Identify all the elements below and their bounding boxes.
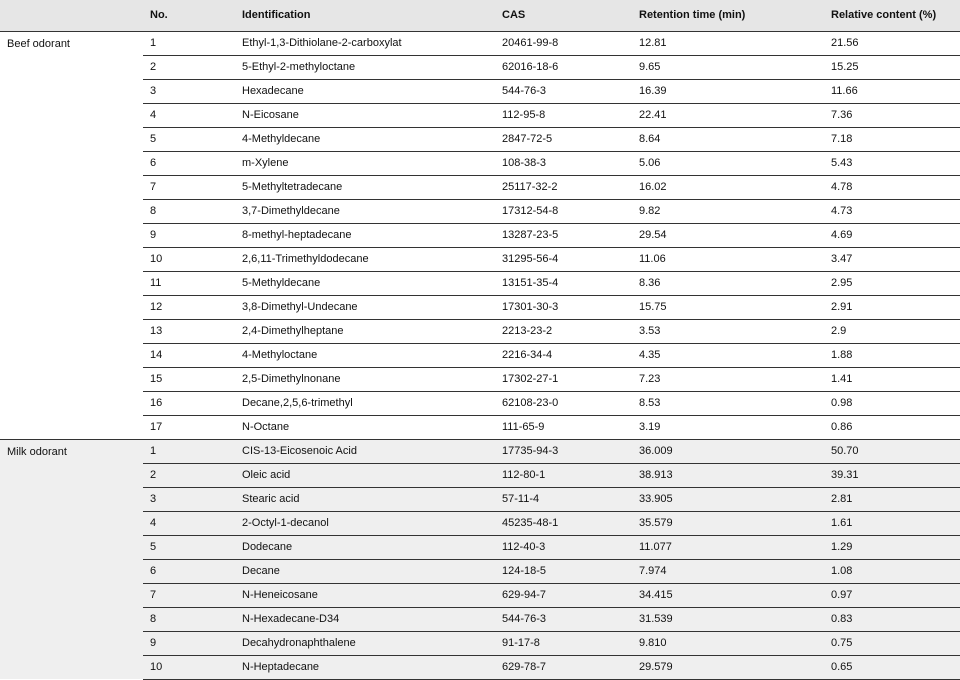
cas-cell: 62016-18-6 (495, 55, 632, 79)
table-row (0, 31, 960, 55)
retention-time-cell: 22.41 (632, 103, 824, 127)
relative-content-cell: 7.36 (824, 103, 960, 127)
cas-cell: 17302-27-1 (495, 367, 632, 391)
row-number: 6 (143, 151, 235, 175)
table-row (0, 391, 960, 415)
retention-time-column-header: Retention time (min) (632, 0, 824, 31)
no-column-header: No. (143, 0, 235, 31)
row-number: 7 (143, 175, 235, 199)
table-row (0, 583, 960, 607)
table-row (0, 535, 960, 559)
identification-cell: 2,5-Dimethylnonane (235, 367, 495, 391)
relative-content-column-header: Relative content (%) (824, 0, 960, 31)
relative-content-cell: 1.88 (824, 343, 960, 367)
cas-cell: 112-80-1 (495, 463, 632, 487)
relative-content-cell: 2.95 (824, 271, 960, 295)
identification-cell: Stearic acid (235, 487, 495, 511)
relative-content-cell: 7.18 (824, 127, 960, 151)
relative-content-cell: 0.98 (824, 391, 960, 415)
cas-cell: 629-78-7 (495, 655, 632, 679)
retention-time-cell: 35.579 (632, 511, 824, 535)
table-row (0, 631, 960, 655)
row-number: 5 (143, 535, 235, 559)
identification-cell: 3,7-Dimethyldecane (235, 199, 495, 223)
table-row (0, 127, 960, 151)
relative-content-cell: 1.08 (824, 559, 960, 583)
cas-cell: 112-95-8 (495, 103, 632, 127)
row-number: 5 (143, 127, 235, 151)
relative-content-cell: 0.86 (824, 415, 960, 439)
retention-time-cell: 8.53 (632, 391, 824, 415)
retention-time-cell: 7.974 (632, 559, 824, 583)
cas-cell: 2213-23-2 (495, 319, 632, 343)
cas-cell: 20461-99-8 (495, 31, 632, 55)
retention-time-cell: 9.82 (632, 199, 824, 223)
cas-cell: 2216-34-4 (495, 343, 632, 367)
table-row (0, 223, 960, 247)
relative-content-cell: 39.31 (824, 463, 960, 487)
retention-time-cell: 9.810 (632, 631, 824, 655)
relative-content-cell: 1.29 (824, 535, 960, 559)
table-header (0, 0, 960, 31)
table-row (0, 487, 960, 511)
retention-time-cell: 12.81 (632, 31, 824, 55)
cas-column-header: CAS (495, 0, 632, 31)
group-label: Milk odorant (0, 439, 143, 679)
cas-cell: 62108-23-0 (495, 391, 632, 415)
retention-time-cell: 15.75 (632, 295, 824, 319)
group-label: Beef odorant (7, 37, 70, 50)
cas-cell: 112-40-3 (495, 535, 632, 559)
relative-content-cell: 4.78 (824, 175, 960, 199)
row-number: 16 (143, 391, 235, 415)
row-number: 9 (143, 631, 235, 655)
row-number: 1 (143, 31, 235, 55)
retention-time-cell: 3.53 (632, 319, 824, 343)
cas-cell: 544-76-3 (495, 79, 632, 103)
row-number: 2 (143, 463, 235, 487)
retention-time-cell: 4.35 (632, 343, 824, 367)
row-number: 13 (143, 319, 235, 343)
row-number: 3 (143, 487, 235, 511)
row-number: 4 (143, 103, 235, 127)
cas-cell: 111-65-9 (495, 415, 632, 439)
cas-cell: 91-17-8 (495, 631, 632, 655)
cas-cell: 544-76-3 (495, 607, 632, 631)
table-row (0, 247, 960, 271)
table-row (0, 175, 960, 199)
row-number: 14 (143, 343, 235, 367)
cas-cell: 57-11-4 (495, 487, 632, 511)
relative-content-cell: 1.61 (824, 511, 960, 535)
relative-content-cell: 0.97 (824, 583, 960, 607)
identification-column-header: Identification (235, 0, 495, 31)
group-column-header (0, 0, 143, 31)
identification-cell: 4-Methyldecane (235, 127, 495, 151)
retention-time-cell: 29.54 (632, 223, 824, 247)
identification-cell: m-Xylene (235, 151, 495, 175)
retention-time-cell: 8.64 (632, 127, 824, 151)
table-row (0, 79, 960, 103)
identification-cell: N-Octane (235, 415, 495, 439)
row-number: 11 (143, 271, 235, 295)
row-number: 8 (143, 607, 235, 631)
row-number: 10 (143, 247, 235, 271)
relative-content-cell: 2.9 (824, 319, 960, 343)
table-row (0, 439, 960, 463)
retention-time-cell: 36.009 (632, 439, 824, 463)
identification-cell: Hexadecane (235, 79, 495, 103)
relative-content-cell: 3.47 (824, 247, 960, 271)
identification-cell: 2,4-Dimethylheptane (235, 319, 495, 343)
retention-time-cell: 5.06 (632, 151, 824, 175)
cas-cell: 17301-30-3 (495, 295, 632, 319)
cas-cell: 2847-72-5 (495, 127, 632, 151)
relative-content-cell: 2.91 (824, 295, 960, 319)
table-row (0, 295, 960, 319)
identification-cell: Decahydronaphthalene (235, 631, 495, 655)
cas-cell: 45235-48-1 (495, 511, 632, 535)
identification-cell: Dodecane (235, 535, 495, 559)
identification-cell: N-Heneicosane (235, 583, 495, 607)
row-number: 15 (143, 367, 235, 391)
retention-time-cell: 16.39 (632, 79, 824, 103)
table-row (0, 655, 960, 679)
identification-cell: N-Heptadecane (235, 655, 495, 679)
retention-time-cell: 33.905 (632, 487, 824, 511)
table-row (0, 271, 960, 295)
retention-time-cell: 31.539 (632, 607, 824, 631)
identification-cell: Oleic acid (235, 463, 495, 487)
table-row (0, 511, 960, 535)
identification-cell: 5-Methyltetradecane (235, 175, 495, 199)
retention-time-cell: 9.65 (632, 55, 824, 79)
cas-cell: 13287-23-5 (495, 223, 632, 247)
row-number: 1 (143, 439, 235, 463)
identification-cell: 8-methyl-heptadecane (235, 223, 495, 247)
table-row (0, 55, 960, 79)
identification-cell: 3,8-Dimethyl-Undecane (235, 295, 495, 319)
cas-cell: 108-38-3 (495, 151, 632, 175)
retention-time-cell: 34.415 (632, 583, 824, 607)
table-row (0, 103, 960, 127)
relative-content-cell: 1.41 (824, 367, 960, 391)
cas-cell: 13151-35-4 (495, 271, 632, 295)
retention-time-cell: 11.077 (632, 535, 824, 559)
milk-odorant-group (0, 439, 960, 679)
cas-cell: 17735-94-3 (495, 439, 632, 463)
cas-cell: 17312-54-8 (495, 199, 632, 223)
row-number: 2 (143, 55, 235, 79)
table-row (0, 559, 960, 583)
table-row (0, 607, 960, 631)
row-number: 17 (143, 415, 235, 439)
identification-cell: Ethyl-1,3-Dithiolane-2-carboxylat (235, 31, 495, 55)
identification-cell: 2-Octyl-1-decanol (235, 511, 495, 535)
table-row (0, 343, 960, 367)
row-number: 9 (143, 223, 235, 247)
cas-cell: 31295-56-4 (495, 247, 632, 271)
table-row (0, 199, 960, 223)
retention-time-cell: 29.579 (632, 655, 824, 679)
retention-time-cell: 8.36 (632, 271, 824, 295)
retention-time-cell: 16.02 (632, 175, 824, 199)
retention-time-cell: 3.19 (632, 415, 824, 439)
cas-cell: 629-94-7 (495, 583, 632, 607)
header-row (0, 0, 960, 31)
identification-cell: 2,6,11-Trimethyldodecane (235, 247, 495, 271)
identification-cell: CIS-13-Eicosenoic Acid (235, 439, 495, 463)
identification-cell: Decane (235, 559, 495, 583)
identification-cell: 4-Methyloctane (235, 343, 495, 367)
row-number: 3 (143, 79, 235, 103)
retention-time-cell: 7.23 (632, 367, 824, 391)
table-row (0, 367, 960, 391)
cas-cell: 25117-32-2 (495, 175, 632, 199)
relative-content-cell: 15.25 (824, 55, 960, 79)
row-number: 7 (143, 583, 235, 607)
table-row (0, 151, 960, 175)
relative-content-cell: 4.73 (824, 199, 960, 223)
table-row (0, 415, 960, 439)
identification-cell: 5-Ethyl-2-methyloctane (235, 55, 495, 79)
retention-time-cell: 11.06 (632, 247, 824, 271)
relative-content-cell: 0.75 (824, 631, 960, 655)
relative-content-cell: 4.69 (824, 223, 960, 247)
table-row (0, 463, 960, 487)
table-row (0, 319, 960, 343)
retention-time-cell: 38.913 (632, 463, 824, 487)
row-number: 6 (143, 559, 235, 583)
row-number: 10 (143, 655, 235, 679)
row-number: 8 (143, 199, 235, 223)
relative-content-cell: 21.56 (824, 31, 960, 55)
row-number: 4 (143, 511, 235, 535)
relative-content-cell: 11.66 (824, 79, 960, 103)
beef-odorant-group (0, 31, 960, 439)
identification-cell: 5-Methyldecane (235, 271, 495, 295)
relative-content-cell: 2.81 (824, 487, 960, 511)
identification-cell: N-Hexadecane-D34 (235, 607, 495, 631)
relative-content-cell: 50.70 (824, 439, 960, 463)
identification-cell: Decane,2,5,6-trimethyl (235, 391, 495, 415)
cas-cell: 124-18-5 (495, 559, 632, 583)
row-number: 12 (143, 295, 235, 319)
relative-content-cell: 0.83 (824, 607, 960, 631)
relative-content-cell: 5.43 (824, 151, 960, 175)
relative-content-cell: 0.65 (824, 655, 960, 679)
identification-cell: N-Eicosane (235, 103, 495, 127)
